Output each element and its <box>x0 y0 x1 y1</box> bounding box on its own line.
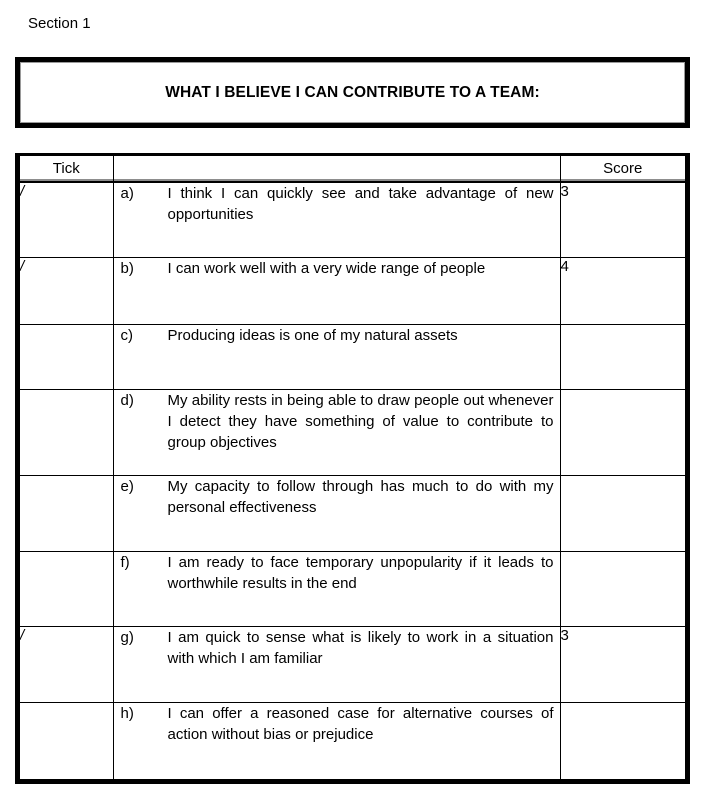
statement-inner <box>114 476 560 518</box>
score-cell[interactable]: 3 <box>560 626 685 702</box>
statement-text: I am quick to sense what is likely to work in a situation with which I am familiar <box>167 628 554 667</box>
questionnaire-table <box>20 156 685 779</box>
statement-cell <box>113 258 560 325</box>
column-header-score: Score <box>560 156 685 182</box>
score-cell[interactable] <box>560 476 685 552</box>
score-cell[interactable] <box>560 552 685 627</box>
table-header-row <box>20 156 685 182</box>
tick-cell[interactable]: / <box>20 258 113 325</box>
statement-cell <box>113 552 560 627</box>
questionnaire-table-container <box>15 153 690 784</box>
statement-inner <box>114 552 560 594</box>
score-cell[interactable]: 3 <box>560 182 685 258</box>
table-row <box>20 258 685 325</box>
table-body <box>20 182 685 779</box>
statement-cell <box>113 702 560 779</box>
score-cell[interactable] <box>560 702 685 779</box>
statement-inner <box>114 390 560 453</box>
tick-cell[interactable] <box>20 702 113 779</box>
statement-inner <box>114 325 560 346</box>
table-row <box>20 702 685 779</box>
statement-cell <box>113 476 560 552</box>
table-row <box>20 626 685 702</box>
tick-cell[interactable] <box>20 390 113 476</box>
statement-inner <box>114 703 560 745</box>
statement-cell <box>113 626 560 702</box>
table-row <box>20 182 685 258</box>
statement-cell <box>113 324 560 389</box>
statement-letter: f) <box>120 554 130 572</box>
statement-letter: d) <box>120 392 134 410</box>
statement-text: I can offer a reasoned case for alternative courses of action without bias or prejudice <box>167 704 554 743</box>
statement-letter: e) <box>120 478 134 496</box>
title-box-inner <box>20 62 685 123</box>
table-row <box>20 476 685 552</box>
statement-letter: g) <box>120 628 134 646</box>
column-header-tick: Tick <box>20 156 113 182</box>
table-row <box>20 390 685 476</box>
table-row <box>20 552 685 627</box>
statement-text: I think I can quickly see and take advantage of new opportunities <box>167 185 554 223</box>
statement-cell <box>113 390 560 476</box>
statement-letter: c) <box>120 326 133 344</box>
tick-cell[interactable]: / <box>20 182 113 258</box>
statement-text: I am ready to face temporary unpopularity if it leads to worthwhile results in the end <box>167 554 554 593</box>
section-label: Section 1 <box>28 15 91 32</box>
score-cell[interactable]: 4 <box>560 258 685 325</box>
statement-text: Producing ideas is one of my natural assets <box>167 326 458 344</box>
tick-cell[interactable] <box>20 324 113 389</box>
statement-cell <box>113 182 560 258</box>
statement-inner <box>114 627 560 669</box>
score-cell[interactable] <box>560 324 685 389</box>
statement-letter: h) <box>120 704 134 722</box>
page-title: WHAT I BELIEVE I CAN CONTRIBUTE TO A TEAM: <box>165 83 540 101</box>
statement-text: I can work well with a very wide range of people <box>167 260 486 278</box>
tick-cell[interactable]: / <box>20 626 113 702</box>
table-row <box>20 324 685 389</box>
tick-cell[interactable] <box>20 476 113 552</box>
statement-text: My ability rests in being able to draw people out whenever I detect they have something of value to contribute to group objectives <box>167 392 554 452</box>
score-cell[interactable] <box>560 390 685 476</box>
statement-inner <box>114 258 560 279</box>
statement-letter: b) <box>120 260 134 278</box>
statement-inner <box>114 183 560 225</box>
statement-text: My capacity to follow through has much to do with my personal effectiveness <box>167 478 554 517</box>
column-header-statement <box>113 156 560 182</box>
title-box <box>15 57 690 128</box>
tick-cell[interactable] <box>20 552 113 627</box>
statement-letter: a) <box>120 185 134 202</box>
